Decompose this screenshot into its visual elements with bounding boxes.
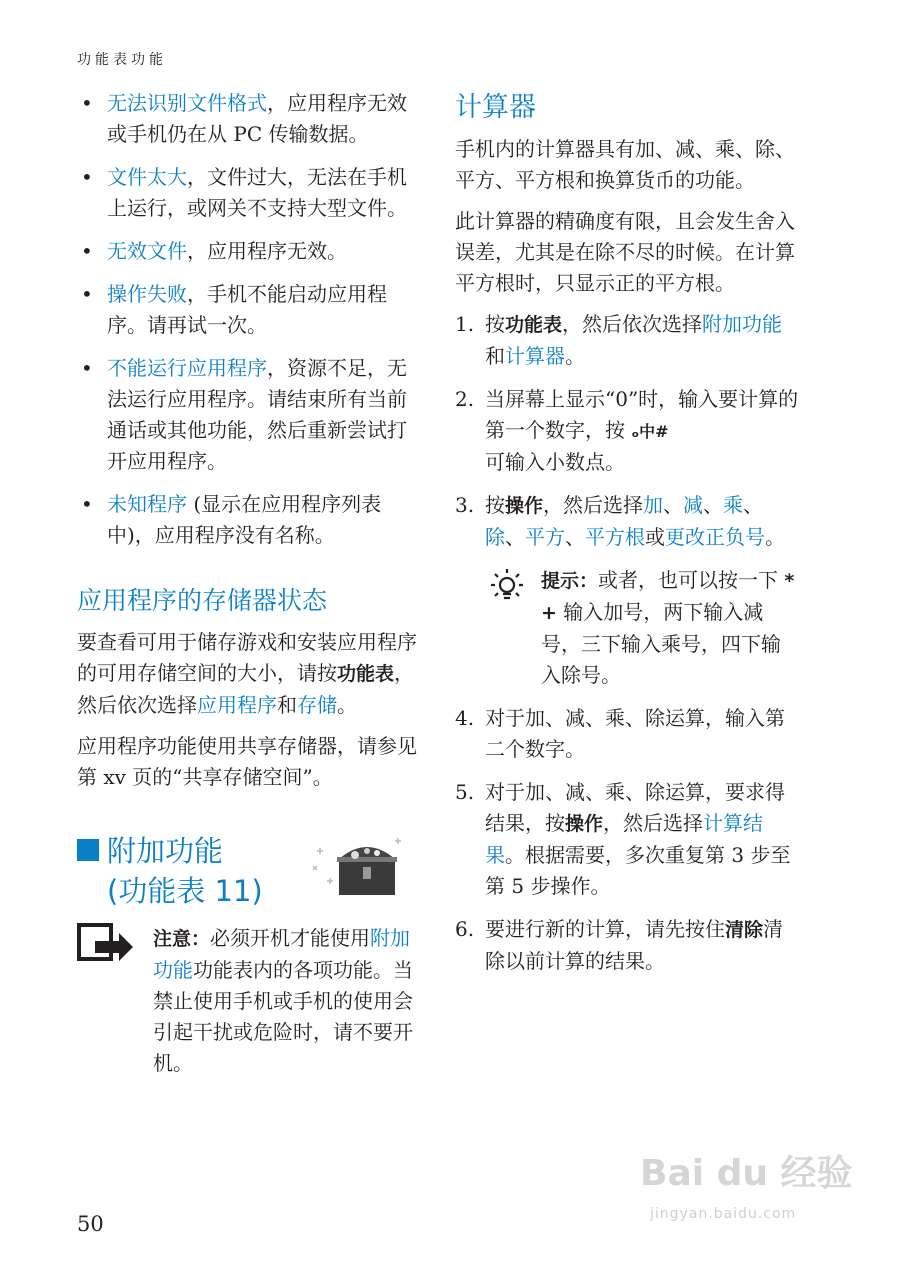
step-item: [455, 703, 800, 765]
step-number: 6.: [455, 917, 475, 941]
separator: 、: [505, 525, 525, 549]
step-item: [455, 384, 800, 478]
separator: 、: [663, 493, 684, 517]
watermark-url: jingyan.baidu.com: [650, 1206, 797, 1222]
tip-text: [541, 565, 800, 691]
note-label: 注意：: [153, 928, 211, 950]
menu-key-label: 功能表: [505, 314, 563, 336]
list-item-text: (显示在应用程序列表中)，应用程序没有名称。: [107, 492, 382, 547]
note-body: 功能表内的各项功能。当禁止使用手机或手机的使用会引起干扰或危险时，请不要开机。: [153, 958, 413, 1075]
error-term-link[interactable]: 操作失败: [107, 282, 187, 306]
step-item: [455, 777, 800, 902]
result-link[interactable]: 计算结果: [485, 811, 764, 867]
page-number: 50: [77, 1212, 104, 1236]
list-item-text: ，文件过大，无法在手机上运行，或网关不支持大型文件。: [107, 165, 407, 220]
error-term-link[interactable]: 无法识别文件格式: [107, 91, 267, 115]
storage-paragraph: [77, 627, 417, 721]
calculator-precision: 此计算器的精确度有限，且会发生舍入误差，尤其是在除不尽的时候。在计算平方根时，只显示正的平方根。: [455, 209, 795, 295]
step-text: 清除以前计算的结果。: [485, 917, 784, 973]
watermark-logo: Bai du 经验: [640, 1153, 853, 1194]
list-item: • 操作失败，手机不能启动应用程序。请再试一次。: [81, 282, 387, 337]
left-column: [77, 88, 417, 1079]
star-key-icon: * +: [541, 570, 795, 624]
error-list: [77, 88, 417, 551]
list-item: • 未知程序 (显示在应用程序列表中)，应用程序没有名称。: [81, 492, 382, 547]
calculator-steps-continued: [455, 703, 800, 977]
list-item: • 文件太大，文件过大，无法在手机上运行，或网关不支持大型文件。: [81, 165, 407, 220]
error-term-link[interactable]: 未知程序: [107, 492, 187, 516]
paragraph-text: 。: [337, 693, 357, 717]
step-text: 对于加、减、乘、除运算，要求得结果，按: [485, 780, 785, 835]
list-item-text: ，应用程序无效。: [187, 239, 347, 263]
chapter-square-icon: [77, 839, 99, 861]
watermark: [640, 1140, 860, 1250]
step-text: ，然后选择: [543, 493, 644, 517]
calculator-link[interactable]: 计算器: [505, 344, 565, 368]
step-item: [455, 309, 800, 372]
tip-body: 或者，也可以按一下: [598, 568, 779, 592]
square-root-link[interactable]: 平方根: [585, 525, 645, 549]
list-item-text: ，手机不能启动应用程序。请再试一次。: [107, 282, 387, 337]
paragraph-text: ，然后依次选择: [77, 661, 415, 717]
paragraph-text: 和: [277, 693, 297, 717]
note-body: 必须开机才能使用: [210, 926, 371, 950]
separator: 、: [703, 493, 724, 517]
chapter-title-line: 附加功能: [107, 834, 224, 868]
calculator-steps: [455, 309, 800, 553]
step-number: 5.: [455, 780, 475, 804]
step-text: ，然后选择: [603, 811, 704, 835]
step-number: 4.: [455, 706, 475, 730]
note-text: [153, 923, 417, 1079]
step-number: 1.: [455, 312, 475, 336]
step-item: [455, 914, 800, 977]
step-text: 要进行新的计算，请先按住: [485, 917, 725, 941]
shared-memory-paragraph: 应用程序功能使用共享存储器，请参见第 xv 页的“共享存储空间”。: [77, 734, 417, 789]
paragraph-text: 要查看可用于储存游戏和安装应用程序的可用存储空间的大小，请按: [77, 630, 417, 685]
treasure-chest-icon: [307, 821, 407, 906]
list-item-text: ，资源不足，无法运行应用程序。请结束所有当前通话或其他功能，然后重新尝试打开应用程序。: [107, 356, 407, 473]
chapter-title: [107, 831, 263, 911]
right-column: [455, 88, 800, 989]
chapter-heading: [77, 831, 417, 911]
step-item: [455, 490, 800, 553]
extras-link[interactable]: 附加功能: [153, 926, 411, 982]
step-text: 按: [485, 312, 505, 336]
list-item: • 无效文件，应用程序无效。: [81, 239, 347, 263]
separator: 、: [743, 493, 764, 517]
options-key-label: 操作: [505, 495, 544, 517]
multiply-link[interactable]: 乘: [723, 493, 744, 517]
tip-body: 输入加号，两下输入减号，三下输入乘号，四下输入除号。: [541, 600, 781, 687]
change-sign-link[interactable]: 更改正负号: [665, 525, 765, 549]
note-block: [77, 923, 417, 1079]
chapter-title-line: (功能表 11): [107, 874, 263, 908]
divide-link[interactable]: 除: [485, 525, 505, 549]
running-header: 功能表功能: [77, 52, 167, 68]
options-key-label: 操作: [565, 813, 604, 835]
storage-link[interactable]: 存储: [297, 693, 337, 717]
separator: 或: [645, 525, 665, 549]
list-item: • 不能运行应用程序，资源不足，无法运行应用程序。请结束所有当前通话或其他功能，然后重新尝试打开应用程序。: [81, 356, 407, 473]
clear-key-label: 清除: [725, 919, 764, 941]
step-text: 当屏幕上显示“0”时，输入要计算的第一个数字，按: [485, 387, 799, 442]
tip-label: 提示：: [541, 570, 599, 592]
step-number: 2.: [455, 387, 475, 411]
storage-heading: 应用程序的存储器状态: [77, 586, 328, 615]
step-text: 和: [485, 344, 505, 368]
separator: 、: [565, 525, 585, 549]
list-item: • 无法识别文件格式，应用程序无效或手机仍在从 PC 传输数据。: [81, 91, 407, 146]
subtract-link[interactable]: 减: [683, 493, 704, 517]
calculator-intro: 手机内的计算器具有加、减、乘、除、平方、平方根和换算货币的功能。: [455, 137, 795, 192]
extras-link[interactable]: 附加功能: [702, 312, 783, 336]
hash-key-icon: ₒ中#: [631, 422, 669, 441]
step-text: 可输入小数点。: [485, 450, 625, 474]
step-text: 对于加、减、乘、除运算，输入第二个数字。: [485, 706, 785, 761]
step-number: 3.: [455, 493, 475, 517]
square-link[interactable]: 平方: [525, 525, 565, 549]
step-text: 。根据需要，多次重复第 3 步至第 5 步操作。: [485, 843, 791, 898]
error-term-link[interactable]: 不能运行应用程序: [107, 356, 267, 380]
step-text: 。: [765, 525, 785, 549]
step-text: ，然后依次选择: [562, 312, 703, 336]
add-link[interactable]: 加: [643, 493, 664, 517]
error-term-link[interactable]: 无效文件: [107, 239, 187, 263]
lightbulb-icon: [485, 567, 529, 607]
tip-block: [485, 565, 800, 691]
error-term-link[interactable]: 文件太大: [107, 165, 187, 189]
note-hand-icon: [77, 923, 135, 965]
applications-link[interactable]: 应用程序: [197, 693, 277, 717]
step-text: 按: [485, 493, 505, 517]
menu-key-label: 功能表: [337, 663, 395, 685]
list-item-text: ，应用程序无效或手机仍在从 PC 传输数据。: [107, 91, 407, 146]
calculator-heading: 计算器: [455, 92, 536, 123]
step-text: 。: [565, 344, 585, 368]
